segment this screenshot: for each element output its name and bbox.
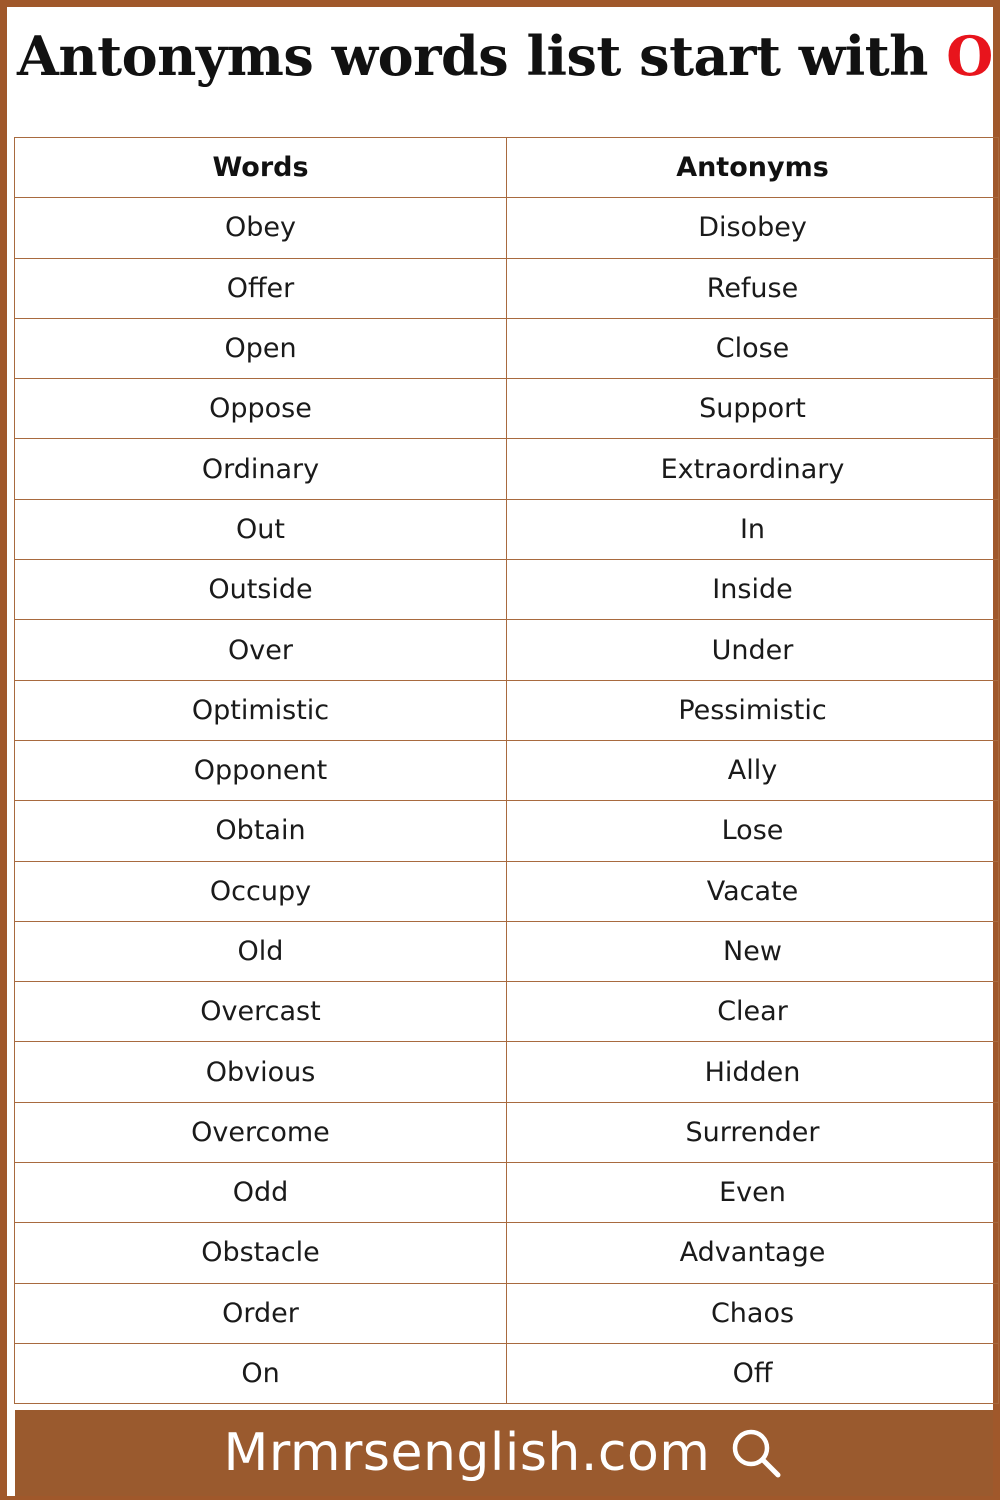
word-cell: Obvious [15,1042,507,1102]
table-row [15,439,999,499]
table-row [15,861,999,921]
table-row [15,680,999,740]
table-row [15,1102,999,1162]
word-cell: Old [15,921,507,981]
word-cell: Order [15,1283,507,1343]
table-row [15,379,999,439]
word-cell: Obtain [15,801,507,861]
table-row [15,921,999,981]
word-cell: Obey [15,198,507,258]
site-name: Mrmrsenglish.com [223,1423,711,1483]
table-row [15,258,999,318]
word-cell: Oppose [15,379,507,439]
antonym-cell: Under [507,620,999,680]
column-header-antonyms: Antonyms [507,138,999,198]
antonym-cell: Extraordinary [507,439,999,499]
page-title [17,24,993,88]
antonym-cell: Support [507,379,999,439]
table-row [15,620,999,680]
antonym-cell: Ally [507,740,999,800]
antonym-cell: In [507,499,999,559]
table-row [15,318,999,378]
word-cell: Odd [15,1163,507,1223]
word-cell: Open [15,318,507,378]
title-letter: O [946,24,993,88]
table-row [15,1343,999,1403]
table-header-row [15,138,999,198]
table-row [15,801,999,861]
table-row [15,198,999,258]
column-header-words: Words [15,138,507,198]
antonym-cell: Refuse [507,258,999,318]
word-cell: Ordinary [15,439,507,499]
antonym-cell: Pessimistic [507,680,999,740]
antonym-cell: Lose [507,801,999,861]
table-row [15,1223,999,1283]
table-row [15,499,999,559]
word-cell: Over [15,620,507,680]
table-row [15,1042,999,1102]
antonym-cell: Hidden [507,1042,999,1102]
antonym-cell: Chaos [507,1283,999,1343]
table-row [15,1163,999,1223]
table-row [15,1283,999,1343]
antonyms-table [14,137,999,1404]
word-cell: Out [15,499,507,559]
antonym-cell: Inside [507,560,999,620]
word-cell: Opponent [15,740,507,800]
title-text: Antonyms words list start with [17,24,928,88]
antonym-cell: Disobey [507,198,999,258]
antonym-cell: Advantage [507,1223,999,1283]
table-row [15,740,999,800]
antonym-cell: Close [507,318,999,378]
word-cell: On [15,1343,507,1403]
word-cell: Offer [15,258,507,318]
word-cell: Optimistic [15,680,507,740]
table-body [15,198,999,1404]
antonym-cell: Even [507,1163,999,1223]
antonym-cell: Clear [507,982,999,1042]
word-cell: Overcast [15,982,507,1042]
footer-banner [15,1410,993,1496]
word-cell: Obstacle [15,1223,507,1283]
search-icon [728,1425,784,1481]
antonym-cell: Vacate [507,861,999,921]
antonym-cell: Surrender [507,1102,999,1162]
antonym-cell: Off [507,1343,999,1403]
table-row [15,560,999,620]
table-row [15,982,999,1042]
word-cell: Occupy [15,861,507,921]
word-cell: Outside [15,560,507,620]
word-cell: Overcome [15,1102,507,1162]
antonym-cell: New [507,921,999,981]
